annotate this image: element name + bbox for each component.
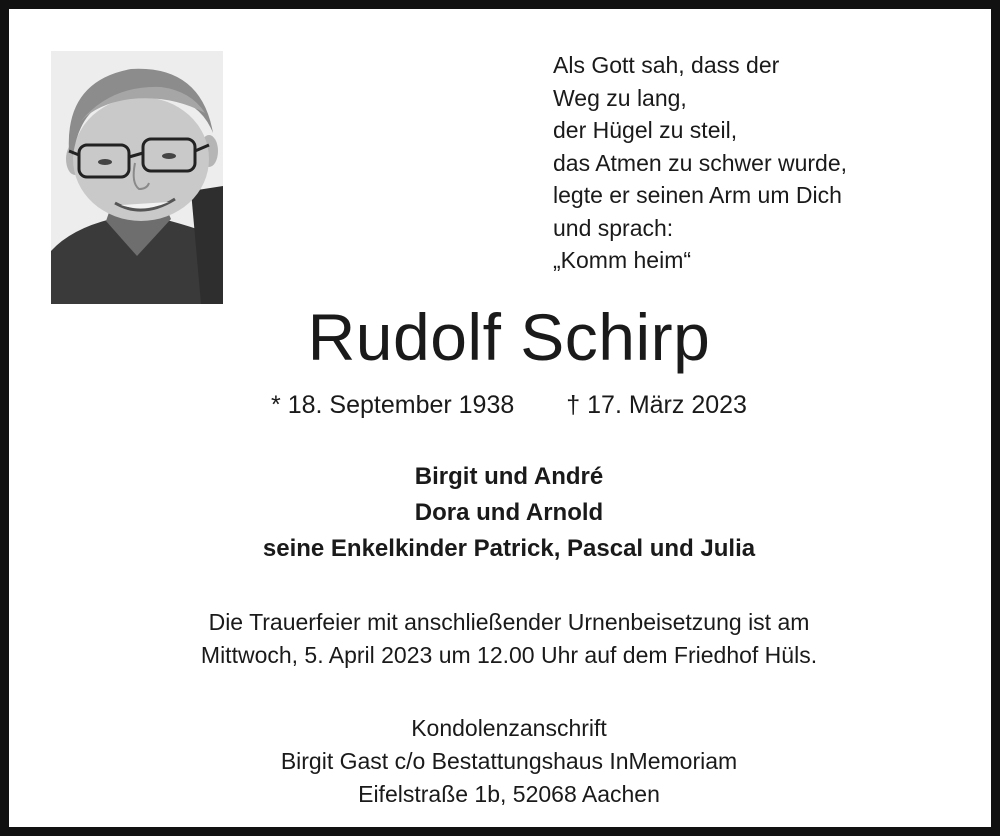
poem-line: das Atmen zu schwer wurde, [553,149,848,176]
poem-line: und sprach: [553,214,674,241]
death-date: † 17. März 2023 [566,391,747,419]
mourners-list [9,459,1000,567]
condolence-address [9,712,1000,811]
poem [553,49,973,277]
mourner-line: Birgit und André [414,463,604,490]
ceremony-line: Mittwoch, 5. April 2023 um 12.00 Uhr auf dem Friedhof Hüls. [200,642,818,668]
mourner-line: Dora und Arnold [414,499,604,526]
ceremony-notice [9,606,1000,672]
address-heading: Kondolenzanschrift [411,715,607,741]
ceremony-line: Die Trauerfeier mit anschließender Urnenbeisetzung ist am [208,609,810,635]
poem-line: der Hügel zu steil, [553,117,738,143]
address-line: Birgit Gast c/o Bestattungshaus InMemoriam [280,748,738,774]
poem-line: „Komm heim“ [553,247,692,273]
poem-line: Als Gott sah, dass der [553,52,780,78]
poem-line: legte er seinen Arm um Dich [553,182,842,208]
portrait-photo [51,51,223,304]
mourner-line: seine Enkelkinder Patrick, Pascal und Julia [262,535,756,562]
deceased-name: Rudolf Schirp [307,300,711,374]
birth-date: * 18. September 1938 [271,391,515,419]
address-line: Eifelstraße 1b, 52068 Aachen [358,781,660,807]
life-dates [9,388,1000,422]
poem-line: Weg zu lang, [553,84,687,111]
